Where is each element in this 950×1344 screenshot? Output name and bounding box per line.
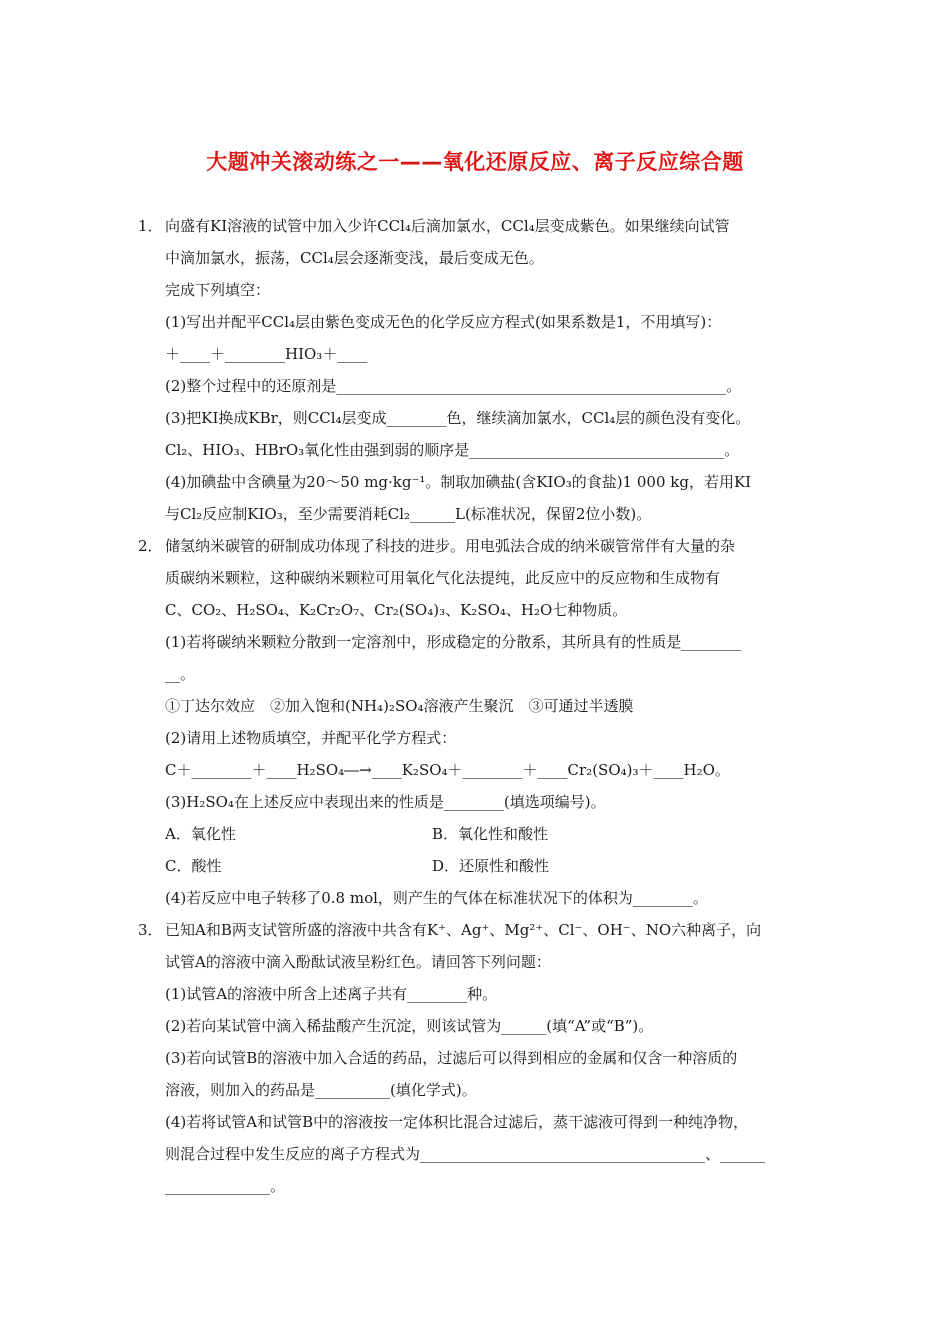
sub-question: (2)若向某试管中滴入稀盐酸产生沉淀，则该试管为______(填“A”或“B”)。 <box>165 1017 654 1035</box>
sub-question: __。 <box>165 665 196 683</box>
sub-question: 溶液，则加入的药品是__________(填化学式)。 <box>165 1081 477 1099</box>
question-stem: 向盛有KI溶液的试管中加入少许CCl₄后滴加氯水，CCl₄层变成紫色。如果继续向试管 <box>165 217 730 235</box>
sub-question: 与Cl₂反应制KIO₃，至少需要消耗Cl₂______L(标准状况，保留2位小数)。 <box>165 505 652 523</box>
question-stem: 试管A的溶液中滴入酚酞试液呈粉红色。请回答下列问题： <box>165 953 551 971</box>
option-b: B．氧化性和酸性 <box>432 825 549 843</box>
equation-blank: ＋____＋________HIO₃＋____ <box>165 345 368 363</box>
question-stem: 质碳纳米颗粒，这种碳纳米颗粒可用氧化气化法提纯，此反应中的反应物和生成物有 <box>165 569 721 587</box>
equation-blank: C＋________＋____H₂SO₄―→____K₂SO₄＋________＋____Cr₂(SO₄)₃＋____H₂O。 <box>165 761 730 779</box>
sub-question: (1)若将碳纳米颗粒分散到一定溶剂中，形成稳定的分散系，其所具有的性质是________ <box>165 633 742 651</box>
sub-question: (3)若向试管B的溶液中加入合适的药品，过滤后可以得到相应的金属和仅含一种溶质的 <box>165 1049 738 1067</box>
sub-question: Cl₂、HIO₃、HBrO₃氧化性由强到弱的顺序是__________________________________。 <box>165 441 740 459</box>
sub-question: 则混合过程中发生反应的离子方程式为______________________________________、______ <box>165 1145 766 1163</box>
page-title: 大题冲关滚动练之一——氧化还原反应、离子反应综合题 <box>206 150 744 174</box>
question-number: 3． <box>138 921 163 939</box>
sub-question: (2)整个过程中的还原剂是____________________________________________________。 <box>165 377 742 395</box>
sub-question: (3)把KI换成KBr，则CCl₄层变成________色，继续滴加氯水，CCl₄层的颜色没有变化。 <box>165 409 751 427</box>
question-stem: 中滴加氯水，振荡，CCl₄层会逐渐变浅，最后变成无色。 <box>165 249 544 267</box>
sub-question: (4)加碘盐中含碘量为20～50 mg·kg⁻¹。制取加碘盐(含KIO₃的食盐)1 000 kg，若用KI <box>165 473 752 491</box>
question-number: 1． <box>138 217 163 235</box>
sub-question: (3)H₂SO₄在上述反应中表现出来的性质是________(填选项编号)。 <box>165 793 606 811</box>
sub-question: (4)若将试管A和试管B中的溶液按一定体积比混合过滤后，蒸干滤液可得到一种纯净物， <box>165 1113 749 1131</box>
instruction-text: 完成下列填空： <box>165 281 271 299</box>
sub-question: (4)若反应中电子转移了0.8 mol，则产生的气体在标准状况下的体积为________。 <box>165 889 708 907</box>
option-list: ①丁达尔效应 ②加入饱和(NH₄)₂SO₄溶液产生聚沉 ③可通过半透膜 <box>165 697 634 715</box>
sub-question: (1)写出并配平CCl₄层由紫色变成无色的化学反应方程式(如果系数是1，不用填写)： <box>165 313 722 331</box>
question-number: 2． <box>138 537 163 555</box>
option-d: D．还原性和酸性 <box>432 857 550 875</box>
question-stem: C、CO₂、H₂SO₄、K₂Cr₂O₇、Cr₂(SO₄)₃、K₂SO₄、H₂O七种物质。 <box>165 601 628 619</box>
option-c: C．酸性 <box>165 857 222 875</box>
option-a: A．氧化性 <box>165 825 236 843</box>
question-stem: 储氢纳米碳管的研制成功体现了科技的进步。用电弧法合成的纳米碳管常伴有大量的杂 <box>165 537 736 555</box>
sub-question: (2)请用上述物质填空，并配平化学方程式： <box>165 729 457 747</box>
sub-question: (1)试管A的溶液中所含上述离子共有________种。 <box>165 985 498 1003</box>
sub-question: ______________。 <box>165 1177 286 1195</box>
question-stem: 已知A和B两支试管所盛的溶液中共含有K⁺、Ag⁺、Mg²⁺、Cl⁻、OH⁻、NO六种离子，向 <box>165 921 762 939</box>
